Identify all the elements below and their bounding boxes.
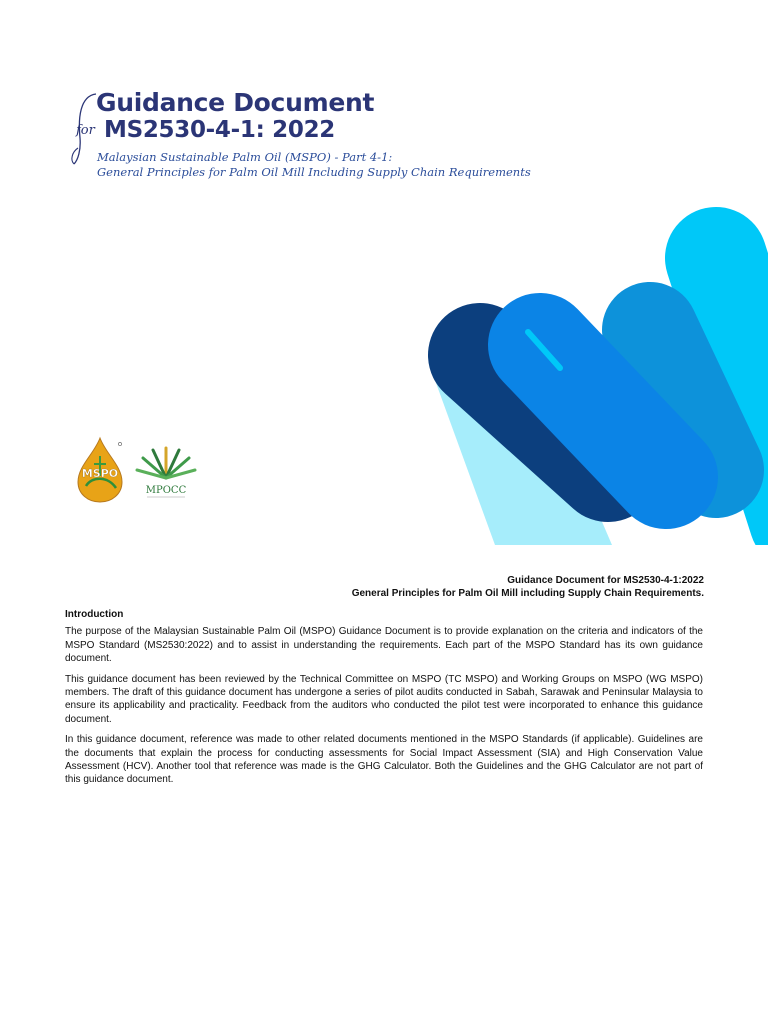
cover-standard-number: MS2530-4-1: 2022 (104, 117, 335, 143)
intro-paragraph: This guidance document has been reviewed by the Technical Committee on MSPO (TC MSPO) and Working Groups on MSPO (WG MSPO) members. The draft of this guidance document has undergone a series of pilot audits conducted in Sabah, Sarawak and Peninsular Malaysia to ensure its applicability and practicality. Feedback from the auditors who conducted the pilot test were incorporated to enhance this guidance document. (65, 673, 703, 725)
mpocc-logo-text: MPOCC (145, 485, 187, 496)
mspo-logo (72, 436, 128, 504)
cover-title: Guidance Document (96, 88, 375, 117)
mpocc-leaves-icon (137, 448, 195, 478)
subtitle-line-1: Malaysian Sustainable Palm Oil (MSPO) - Part 4-1: (97, 150, 393, 164)
header-document-title: Guidance Document for MS2530-4-1:2022 (507, 575, 704, 586)
intro-paragraph: In this guidance document, reference was made to other related documents mentioned in the MSPO Standards (if applicable). Guidelines are the documents that explain the process for conducting assessments for Social Impact Assessment (SIA) and High Conservation Value Assessment (HCV). Another tool that reference was made is the GHG Calculator. Both the Guidelines and the GHG Calculator are not part of this guidance document. (65, 734, 703, 786)
mpocc-logo (133, 442, 199, 500)
introduction-section (65, 608, 703, 794)
subtitle-line-2: General Principles for Palm Oil Mill Including Supply Chain Requirements (97, 165, 531, 179)
script-for-text: for (76, 123, 95, 138)
intro-paragraph: The purpose of the Malaysian Sustainable Palm Oil (MSPO) Guidance Document is to provide explanation on the criteria and indicators of the MSPO Standard (MS2530:2022) and to assist in understanding the requirements. Each part of the MSPO Standard has its own guidance document. (65, 626, 703, 665)
page-header (352, 574, 704, 600)
introduction-heading: Introduction (65, 609, 124, 620)
mspo-logo-text: MSPO (81, 467, 119, 480)
cover-subtitle (97, 150, 531, 180)
header-document-subtitle: General Principles for Palm Oil Mill including Supply Chain Requirements. (351, 588, 704, 599)
